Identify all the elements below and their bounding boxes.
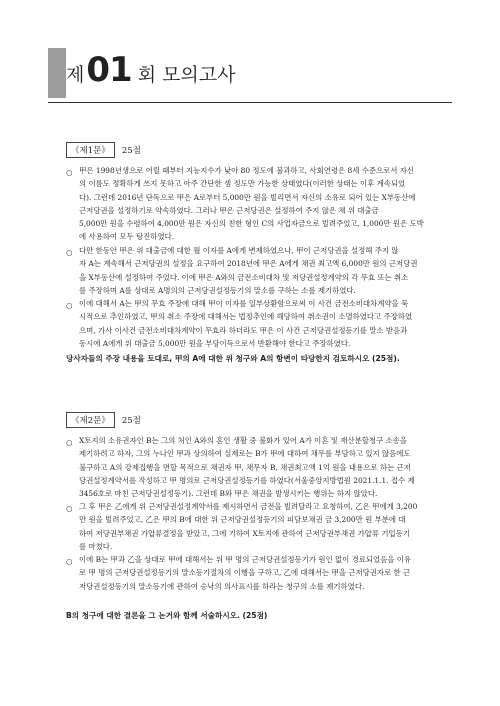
text-line: X토지의 소유권자인 B는 그의 처인 A와의 혼인 생활 중 불화가 있어 A가 이혼 및 재산분할청구 소송을 xyxy=(79,436,407,445)
text-line: 의 이름도 정확하게 쓰지 못하고 아주 간단한 셈 정도만 가능한 상태였다(이러한 상태는 이후 계속되었 xyxy=(79,179,406,189)
text-line: 3456호로 마친 근저당권설정등기). 그런데 B와 甲은 채권을 발생시키는 행위는 하지 않았다. xyxy=(79,489,378,499)
bullet-icon: ○ xyxy=(66,504,73,513)
q1-p2-body xyxy=(79,244,452,297)
text-line: 시적으로 추인하였고, 甲의 취소 주장에 대해서는 법정추인에 해당하여 취소권이 소멸하였다고 주장하였 xyxy=(79,312,413,322)
text-line: 불구하고 A의 강제집행을 면할 목적으로 채권자 甲, 채무자 B, 채권최고액 1억 원을 내용으로 하는 근저 xyxy=(79,462,411,472)
text-line: 이에 대해서 A는 甲의 무효 주장에 대해 甲이 이자를 일부상환함으로써 이 사건 금전소비대차계약을 묵 xyxy=(79,299,409,308)
q2-p2-body xyxy=(79,500,452,553)
q1-header xyxy=(66,142,141,158)
text-line: 을 X부동산에 설정하여 주었다. 이에 甲은 A와의 금전소비대차 및 저당권설정계약의 각 무효 또는 취소 xyxy=(79,272,409,282)
bullet-icon: ○ xyxy=(66,248,73,257)
text-line: 에 사용하여 모두 탕진하였다. xyxy=(79,232,175,242)
text-line: 하여 저당권부채권 가압류결정을 받았고, 그에 기하여 X토지에 관하여 근저당권부채권 가압류 기입등기 xyxy=(79,528,410,538)
text-line: 다). 그런데 2016년 단독으로 甲은 A로부터 5,000만 원을 빌리면서 자신의 소유로 되어 있는 X부동산에 xyxy=(79,192,416,202)
q2-question: B의 청구에 대한 결론을 그 논거와 함께 서술하시오. (25점) xyxy=(66,611,268,620)
text-line: 다만 한동안 甲은 위 대출금에 대한 월 이자를 A에게 변제하였으나, 甲이 근저당권을 설정해 주지 않 xyxy=(79,246,399,255)
text-line: 저당권설정등기의 말소등기에 관하여 승낙의 의사표시를 하라는 청구의 소를 제기하였다. xyxy=(79,581,365,591)
bullet-icon: ○ xyxy=(66,301,73,310)
text-line: 자 A는 계속해서 근저당권의 설정을 요구하여 2018년에 甲은 A에게 채권 최고액 6,000만 원의 근저당권 xyxy=(79,259,418,269)
q2-p3-body xyxy=(79,553,452,593)
q2-label: 《제2문》 xyxy=(66,412,115,428)
q2-header xyxy=(66,412,141,428)
text-line: 甲은 1998년생으로 어릴 때부터 지능지수가 낮아 80 정도에 불과하고, 사회연령은 8세 수준으로서 자신 xyxy=(79,166,415,175)
title-suffix: 회 모의고사 xyxy=(137,64,236,86)
text-line: 만 원을 빌려주었고, 乙은 甲의 B에 대한 위 근저당권설정등기의 피담보채권 금 3,200만 원 부분에 대 xyxy=(79,515,406,525)
q2-score: 25점 xyxy=(121,416,141,426)
q1-p1-body xyxy=(79,164,452,244)
text-line: 그 후 甲은 乙에게 위 근저당권설정계약서를 제시하면서 금전을 빌려달라고 요청하여, 乙은 甲에게 3,200 xyxy=(79,502,418,511)
q1-question: 당사자들의 주장 내용을 토대로, 甲의 A에 대한 위 청구와 A의 항변이 타당한지 검토하시오 (25점). xyxy=(66,354,400,363)
text-line: 로 甲 명의 근저당권설정등기의 말소등기절차의 이행을 구하고, 乙에 대해서는 甲을 근저당권자로 한 근 xyxy=(79,568,411,578)
text-line: 으며, 가사 이사건 금전소비대차계약이 무효라 하더라도 甲은 이 사건 근저당권설정등기를 말소 받음과 xyxy=(79,325,408,335)
bullet-icon: ○ xyxy=(66,557,73,566)
text-line: 동시에 A에게 위 대출금 5,000만 원을 부당이득으로서 반환해야 한다고 주장하였다. xyxy=(79,338,351,348)
title-accent-bar xyxy=(48,48,66,98)
title-divider xyxy=(48,102,452,103)
text-line: 5,000만 원을 수령하여 4,000만 원은 자신의 친한 형인 C의 사업자금으로 빌려주었고, 1,000만 원은 도박 xyxy=(79,219,424,229)
title-prefix: 제 xyxy=(66,64,85,86)
q2-p1-body xyxy=(79,434,452,500)
q1-score: 25점 xyxy=(121,146,141,156)
text-line: 를 주장하며 A를 상대로 A명의의 근저당권설정등기의 말소를 구하는 소를 제기하였다. xyxy=(79,285,356,295)
text-line: 를 마쳤다. xyxy=(79,541,113,551)
page-title xyxy=(66,50,236,90)
q1-label: 《제1문》 xyxy=(66,142,115,158)
text-line: 근저당권을 설정하기로 약속하였다. 그러나 甲은 근저당권은 설정하여 주지 않은 채 위 대출금 xyxy=(79,205,379,215)
text-line: 제기하려고 하자, 그의 누나인 甲과 상의하여 실제로는 B가 甲에 대하여 채무를 부담하고 있지 않음에도 xyxy=(79,449,411,459)
q1-p3-body xyxy=(79,297,452,350)
bullet-icon: ○ xyxy=(66,438,73,447)
text-line: 이에 B는 甲과 乙을 상대로 甲에 대해서는 위 甲 명의 근저당권설정등기가 원인 없이 경료되었음을 이유 xyxy=(79,555,412,564)
bullet-icon: ○ xyxy=(66,168,73,177)
title-number: 01 xyxy=(86,50,132,90)
text-line: 당권설정계약서를 작성하고 甲 명의로 근저당권설정등기를 하였다(서울중앙지방법원 2021.1.1. 접수 제 xyxy=(79,475,415,485)
